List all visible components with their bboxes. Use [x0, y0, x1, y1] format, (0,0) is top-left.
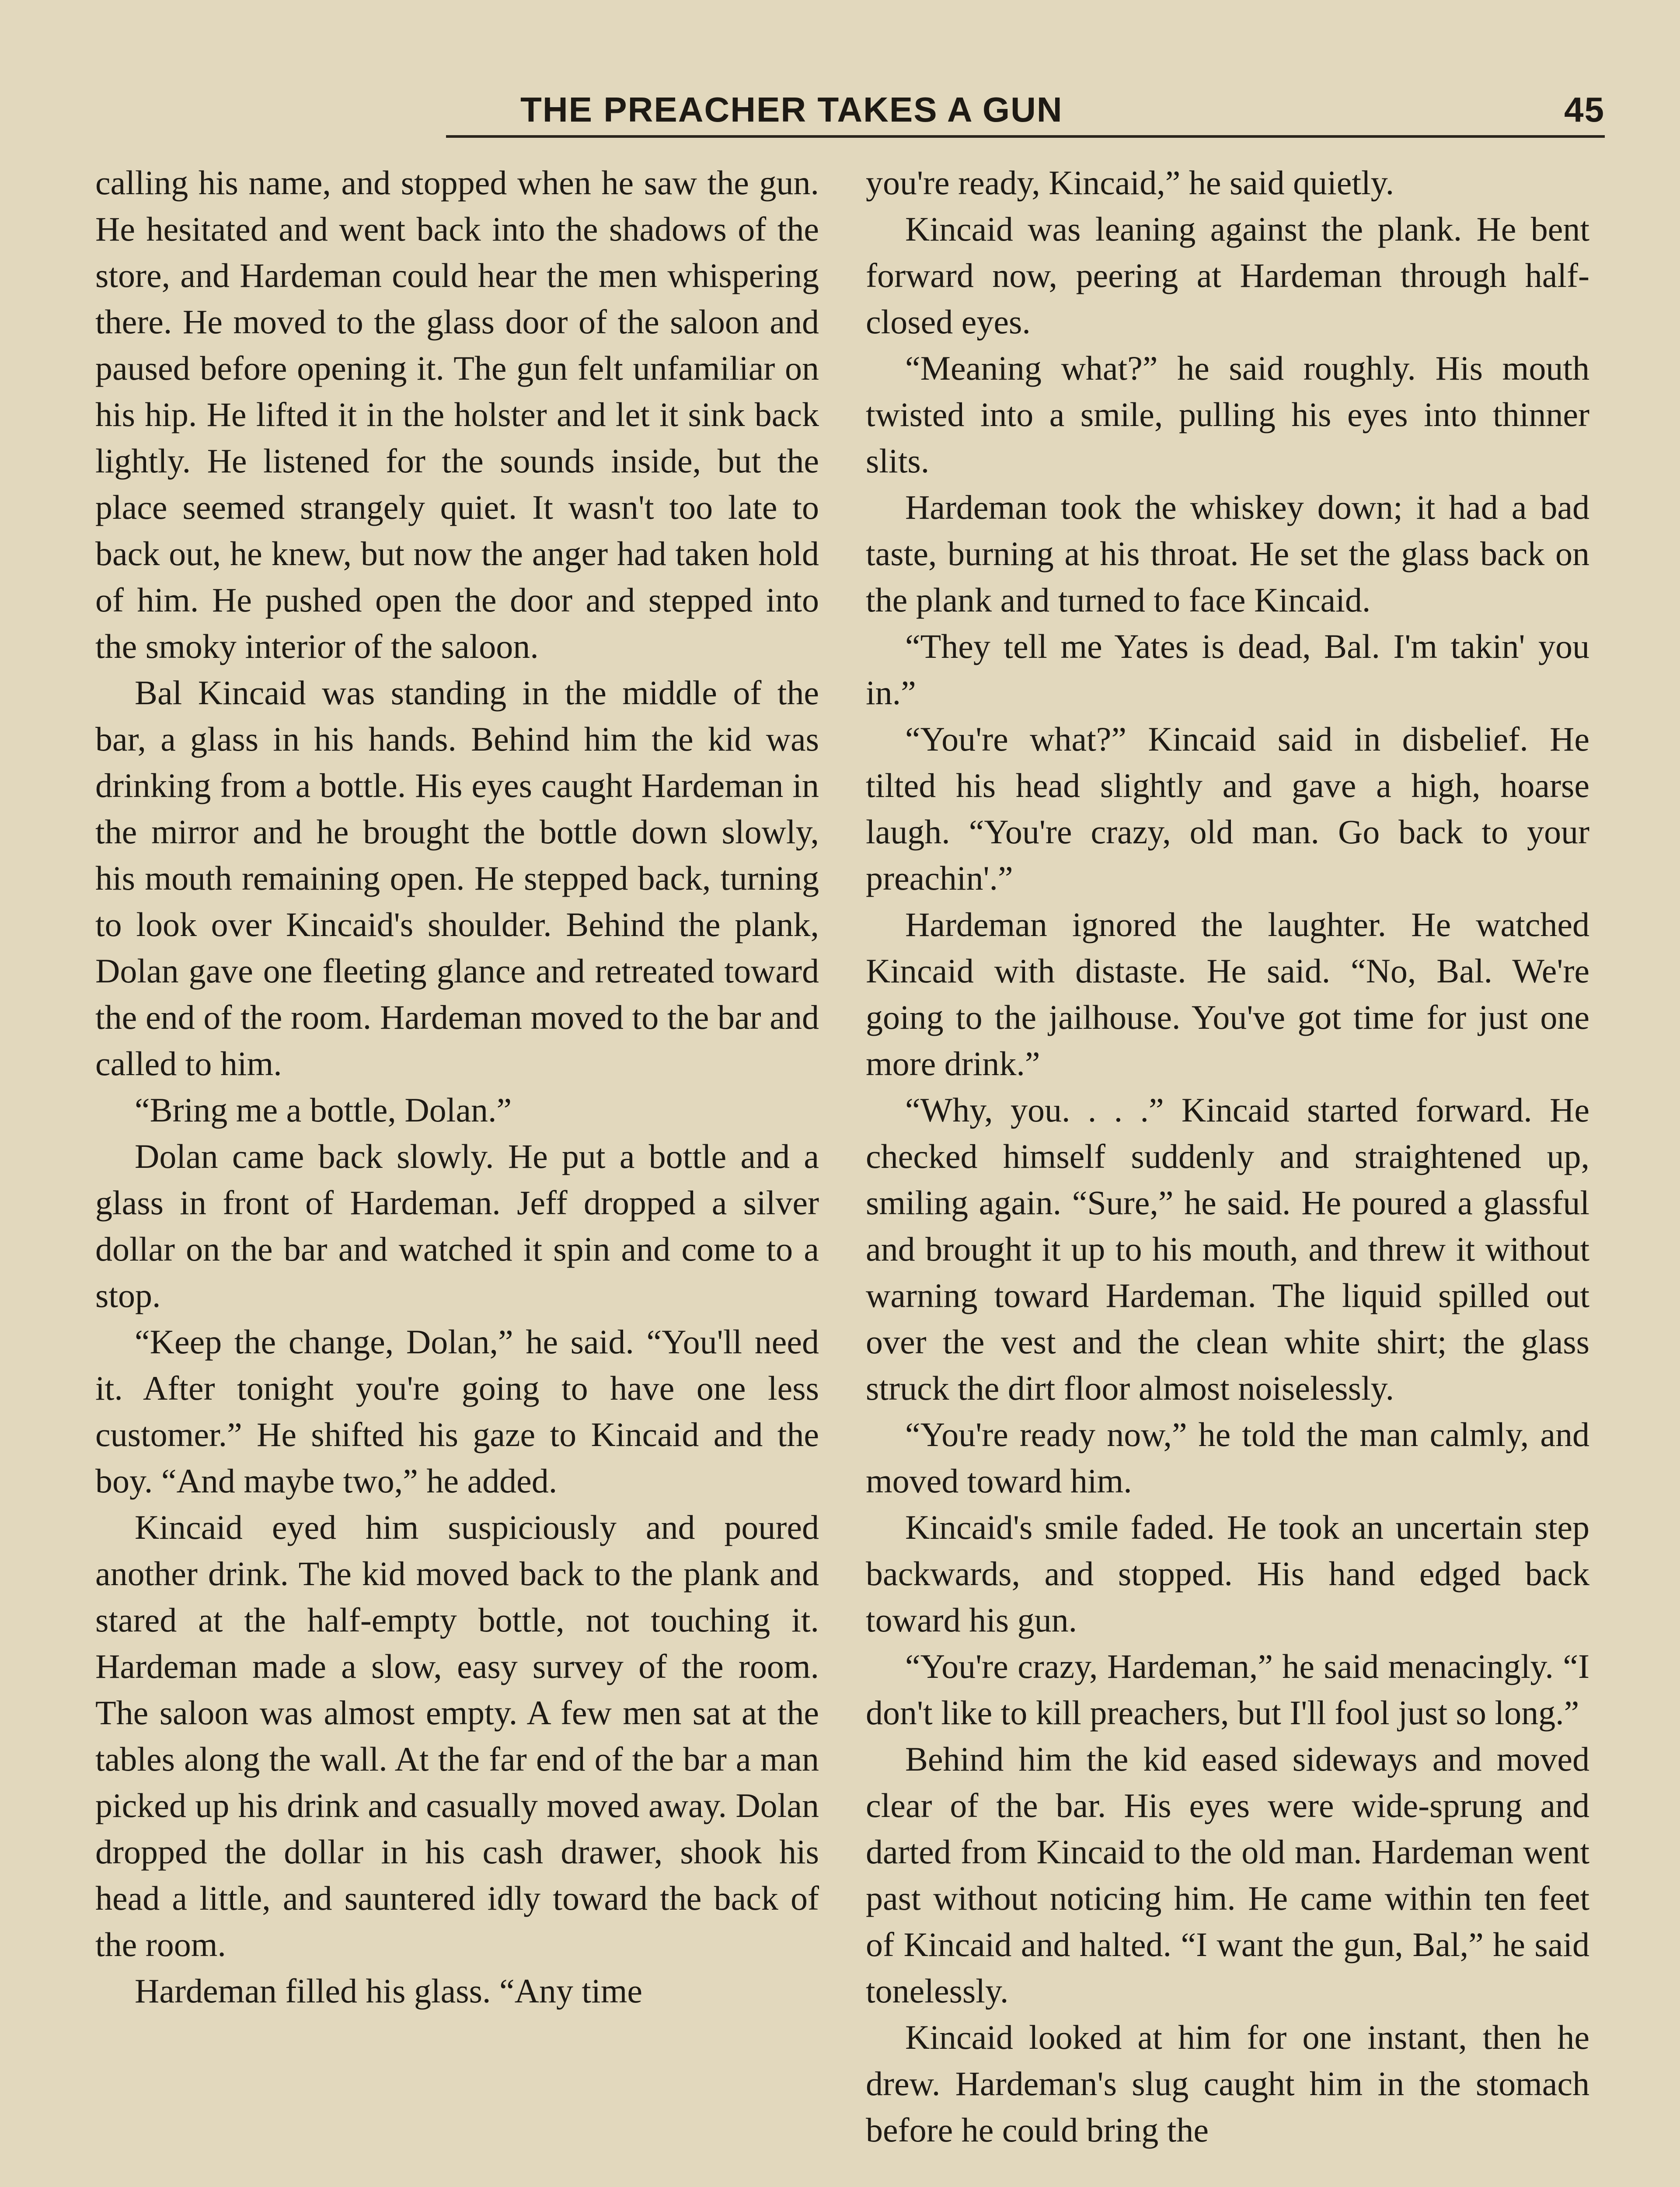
paragraph: “You're what?” Kincaid said in disbelief. He tilted his head slightly and gave a high, hoarse laugh. “You're crazy, old man. Go back to your preachin'.” — [866, 720, 1589, 897]
paragraph: “Meaning what?” he said roughly. His mouth twisted into a smile, pulling his eyes into thinner slits. — [866, 349, 1589, 480]
paragraph: you're ready, Kincaid,” he said quietly. — [866, 164, 1394, 202]
paragraph: Behind him the kid eased sideways and moved clear of the bar. His eyes were wide-sprung and darted from Kincaid to the old man. Hardeman went past without noticing him. He came within ten feet of Kincaid and halted. “I want the gun, Bal,” he said tonelessly. — [866, 1740, 1589, 2010]
paragraph: Hardeman took the whiskey down; it had a bad taste, burning at his throat. He set the glass back on the plank and turned to face Kincaid. — [866, 488, 1589, 619]
paragraph: Hardeman ignored the laughter. He watched Kincaid with distaste. He said. “No, Bal. We're going to the jailhouse. You've got time for just one more drink.” — [866, 905, 1589, 1083]
paragraph: Kincaid's smile faded. He took an uncertain step backwards, and stopped. His hand edged back toward his gun. — [866, 1508, 1589, 1639]
page-number: 45 — [1564, 90, 1605, 129]
paragraph: “Bring me a bottle, Dolan.” — [135, 1091, 512, 1129]
paragraph: Kincaid was leaning against the plank. He bent forward now, peering at Hardeman through half-closed eyes. — [866, 210, 1589, 341]
paragraph: “You're ready now,” he told the man calmly, and moved toward him. — [866, 1415, 1589, 1500]
paragraph: Kincaid eyed him suspiciously and poured another drink. The kid moved back to the plank and stared at the half-empty bottle, not touching it. Hardeman made a slow, easy survey of the room. The saloon was almost empty. A few men sat at the tables along the wall. At the far end of the bar a man picked up his drink and casually moved away. Dolan dropped the dollar in his cash drawer, shook his head a little, and sauntered idly toward the back of the room. — [95, 1508, 819, 1963]
right-column — [866, 160, 1589, 2153]
header-rule — [446, 135, 1605, 138]
paragraph: Dolan came back slowly. He put a bottle and a glass in front of Hardeman. Jeff dropped a silver dollar on the bar and watched it spin and come to a stop. — [95, 1137, 819, 1314]
running-title: THE PREACHER TAKES A GUN — [520, 90, 1063, 129]
paragraph: “Why, you. . . .” Kincaid started forward. He checked himself suddenly and straightened up, smiling again. “Sure,” he said. He poured a glassful and brought it up to his mouth, and threw it without warning toward Hardeman. The liquid spilled out over the vest and the clean white shirt; the glass struck the dirt floor almost noiselessly. — [866, 1091, 1589, 1407]
paragraph: “You're crazy, Hardeman,” he said menacingly. “I don't like to kill preachers, but I'll fool just so long.” — [866, 1647, 1589, 1732]
paragraph: calling his name, and stopped when he saw the gun. He hesitated and went back into the shadows of the store, and Hardeman could hear the men whispering there. He moved to the glass door of the saloon and paused before opening it. The gun felt unfamiliar on his hip. He lifted it in the holster and let it sink back lightly. He listened for the sounds inside, but the place seemed strangely quiet. It wasn't too late to back out, he knew, but now the anger had taken hold of him. He pushed open the door and stepped into the smoky interior of the saloon. — [95, 164, 819, 665]
paragraph: Hardeman filled his glass. “Any time — [135, 1972, 643, 2010]
paragraph: “They tell me Yates is dead, Bal. I'm takin' you in.” — [866, 627, 1589, 712]
paragraph: Kincaid looked at him for one instant, then he drew. Hardeman's slug caught him in the stomach before he could bring the — [866, 2018, 1589, 2149]
page-header — [446, 85, 1605, 138]
paragraph: Bal Kincaid was standing in the middle of the bar, a glass in his hands. Behind him the kid was drinking from a bottle. His eyes caught Hardeman in the mirror and he brought the bottle down slowly, his mouth remaining open. He stepped back, turning to look over Kincaid's shoulder. Behind the plank, Dolan gave one fleeting glance and retreated toward the end of the room. Hardeman moved to the bar and called to him. — [95, 674, 819, 1083]
left-column — [95, 160, 819, 2014]
paragraph: “Keep the change, Dolan,” he said. “You'll need it. After tonight you're going to have one less customer.” He shifted his gaze to Kincaid and the boy. “And maybe two,” he added. — [95, 1323, 819, 1500]
